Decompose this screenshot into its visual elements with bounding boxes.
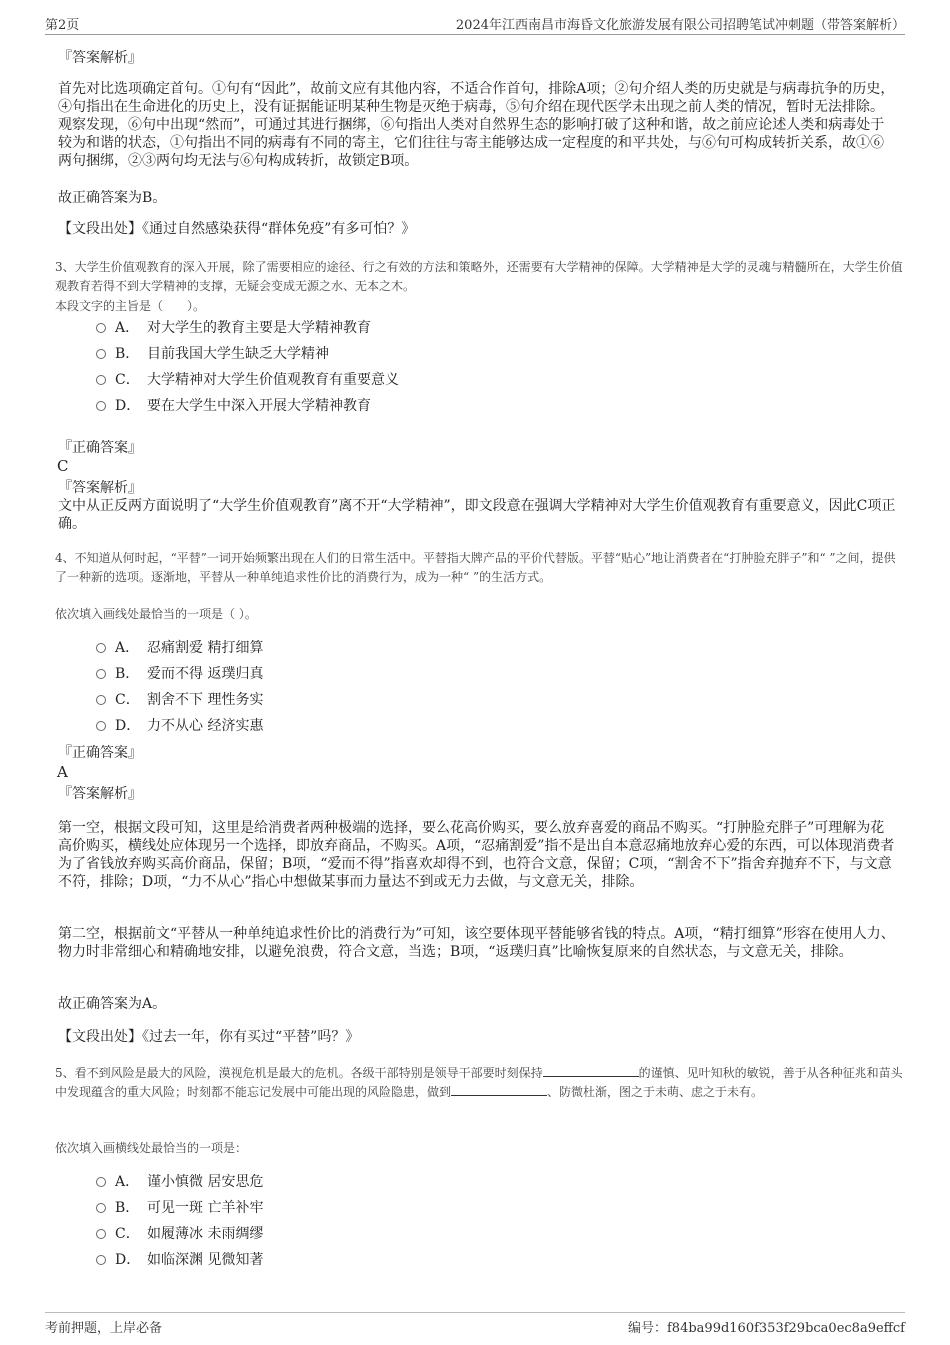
q4-option-c[interactable]: C． 割舍不下 理性务实 xyxy=(96,690,263,710)
radio-icon[interactable] xyxy=(96,1203,106,1213)
q2-source: 【文段出处】《通过自然感染获得“群体免疫”有多可怕？》 xyxy=(58,221,416,237)
q3-option-c[interactable]: C． 大学精神对大学生价值观教育有重要意义 xyxy=(96,370,399,390)
q4-option-d[interactable]: D． 力不从心 经济实惠 xyxy=(96,716,263,736)
q3-question: 本段文字的主旨是（ ）。 xyxy=(55,299,206,313)
q4-analysis-p2: 第二空，根据前文“平替从一种单纯追求性价比的消费行为”可知，该空要体现平替能够省钱的特点。A项，“精打细算”形容在使用人力、物力时非常细心和精确地安排，以避免浪费，符合文意，当选；B项，“返璞归真”比喻恢复原来的自然状态，与文意无关，排除。 xyxy=(58,926,895,960)
q5-option-b[interactable]: B． 可见一斑 亡羊补牢 xyxy=(96,1198,263,1218)
footer-slogan: 考前押题，上岸必备 xyxy=(45,1321,163,1336)
radio-icon[interactable] xyxy=(96,669,106,679)
blank-2 xyxy=(451,1083,547,1096)
page-footer xyxy=(45,1312,905,1335)
q5-stem: 5、看不到风险是最大的风险，漠视危机是最大的危机。各级干部特别是领导干部要时刻保持 的谨慎、见叶知秋的敏锐，善于从各种征兆和苗头中发现蕴含的重大风险；时刻都不能忘记发展中可能出现的风险隐患，做到 、防微杜渐，图之于未萌、虑之于未有。 xyxy=(55,1066,903,1099)
page-header xyxy=(45,14,905,35)
document-id: 编号：f84ba99d160f353f29bca0ec8a9effcf xyxy=(628,1321,905,1336)
q3-answer-label: 『正确答案』 xyxy=(58,440,142,456)
radio-icon[interactable] xyxy=(96,695,106,705)
q4-answer: A xyxy=(57,763,68,781)
q4-option-a[interactable]: A． 忍痛割爱 精打细算 xyxy=(96,638,263,658)
radio-icon[interactable] xyxy=(96,349,106,359)
q3-option-a[interactable]: A． 对大学生的教育主要是大学精神教育 xyxy=(96,318,371,338)
q4-analysis-p1: 第一空，根据文段可知，这里是给消费者两种极端的选择，要么花高价购买，要么放弃喜爱的商品不购买。“打肿脸充胖子”可理解为花高价购买，横线处应体现另一个选择，即放弃商品，不购买。A项，“忍痛割爱”指不是出自本意忍痛地放弃心爱的东西，可以体现消费者为了省钱放弃购买高价商品，保留；B项，“爱而不得”指喜欢却得不到，也符合文意，保留；C项，“割舍不下”指舍弃抛弃不下，与文意不符，排除；D项，“力不从心”指心中想做某事而力量达不到或无力去做，与文意无关，排除。 xyxy=(58,820,895,890)
radio-icon[interactable] xyxy=(96,323,106,333)
q2-analysis-text: 首先对比选项确定首句。①句有“因此”，故前文应有其他内容，不适合作首句，排除A项；②句介绍人类的历史就是与病毒抗争的历史，④句指出在生命进化的历史上，没有证据能证明某种生物是灭绝于病毒，⑤句介绍在现代医学未出现之前人类的情况，暂时无法排除。观察发现，⑥句中出现“然而”，可通过其进行捆绑，⑥句指出人类对自然界生态的影响打破了这种和谐，故之前应论述人类和病毒处于较为和谐的状态，①句指出不同的病毒有不同的寄主，它们往往与寄主能够达成一定程度的和平共处，与⑥句可构成转折关系，故①⑥两句捆绑，②③两句均无法与⑥句构成转折，故锁定B项。 xyxy=(58,81,895,169)
q4-conclusion: 故正确答案为A。 xyxy=(58,996,167,1012)
page-number: 第2页 xyxy=(45,18,80,33)
radio-icon[interactable] xyxy=(96,643,106,653)
radio-icon[interactable] xyxy=(96,1255,106,1265)
document-title: 2024年江西南昌市海昏文化旅游发展有限公司招聘笔试冲刺题（带答案解析） xyxy=(455,18,905,33)
radio-icon[interactable] xyxy=(96,1229,106,1239)
q3-analysis-text: 文中从正反两方面说明了“大学生价值观教育”离不开“大学精神”，即文段意在强调大学精神对大学生价值观教育有重要意义，因此C项正确。 xyxy=(58,498,896,532)
q4-answer-label: 『正确答案』 xyxy=(58,745,142,761)
q3-answer: C xyxy=(57,457,69,475)
q3-stem: 3、大学生价值观教育的深入开展，除了需要相应的途径、行之有效的方法和策略外，还需要有大学精神的保障。大学精神是大学的灵魂与精髓所在，大学生价值观教育若得不到大学精神的支撑，无疑会变成无源之水、无本之木。 xyxy=(55,260,903,293)
q4-option-b[interactable]: B． 爱而不得 返璞归真 xyxy=(96,664,263,684)
q5-option-d[interactable]: D． 如临深渊 见微知著 xyxy=(96,1250,263,1270)
q5-option-a[interactable]: A． 谨小慎微 居安思危 xyxy=(96,1172,263,1192)
q4-question: 依次填入画线处最恰当的一项是（ ）。 xyxy=(55,607,257,621)
q5-question: 依次填入画横线处最恰当的一项是： xyxy=(55,1141,248,1155)
q3-analysis-label: 『答案解析』 xyxy=(58,480,142,496)
radio-icon[interactable] xyxy=(96,721,106,731)
q3-option-b[interactable]: B． 目前我国大学生缺乏大学精神 xyxy=(96,344,329,364)
blank-1 xyxy=(543,1064,639,1077)
q4-analysis-label: 『答案解析』 xyxy=(58,786,142,802)
radio-icon[interactable] xyxy=(96,1177,106,1187)
radio-icon[interactable] xyxy=(96,401,106,411)
q4-source: 【文段出处】《过去一年，你有买过“平替”吗？》 xyxy=(58,1029,360,1045)
radio-icon[interactable] xyxy=(96,375,106,385)
q2-analysis-label: 『答案解析』 xyxy=(58,50,142,66)
q4-stem: 4、不知道从何时起，“平替”一词开始频繁出现在人们的日常生活中。平替指大牌产品的平价代替版。平替“贴心”地让消费者在“打肿脸充胖子”和“ ”之间，提供了一种新的选项。逐渐地，平替从一种单纯追求性价比的消费行为，成为一种“ ”的生活方式。 xyxy=(55,551,896,584)
q2-conclusion: 故正确答案为B。 xyxy=(58,190,167,206)
q5-option-c[interactable]: C． 如履薄冰 未雨绸缪 xyxy=(96,1224,263,1244)
q3-option-d[interactable]: D． 要在大学生中深入开展大学精神教育 xyxy=(96,396,371,416)
